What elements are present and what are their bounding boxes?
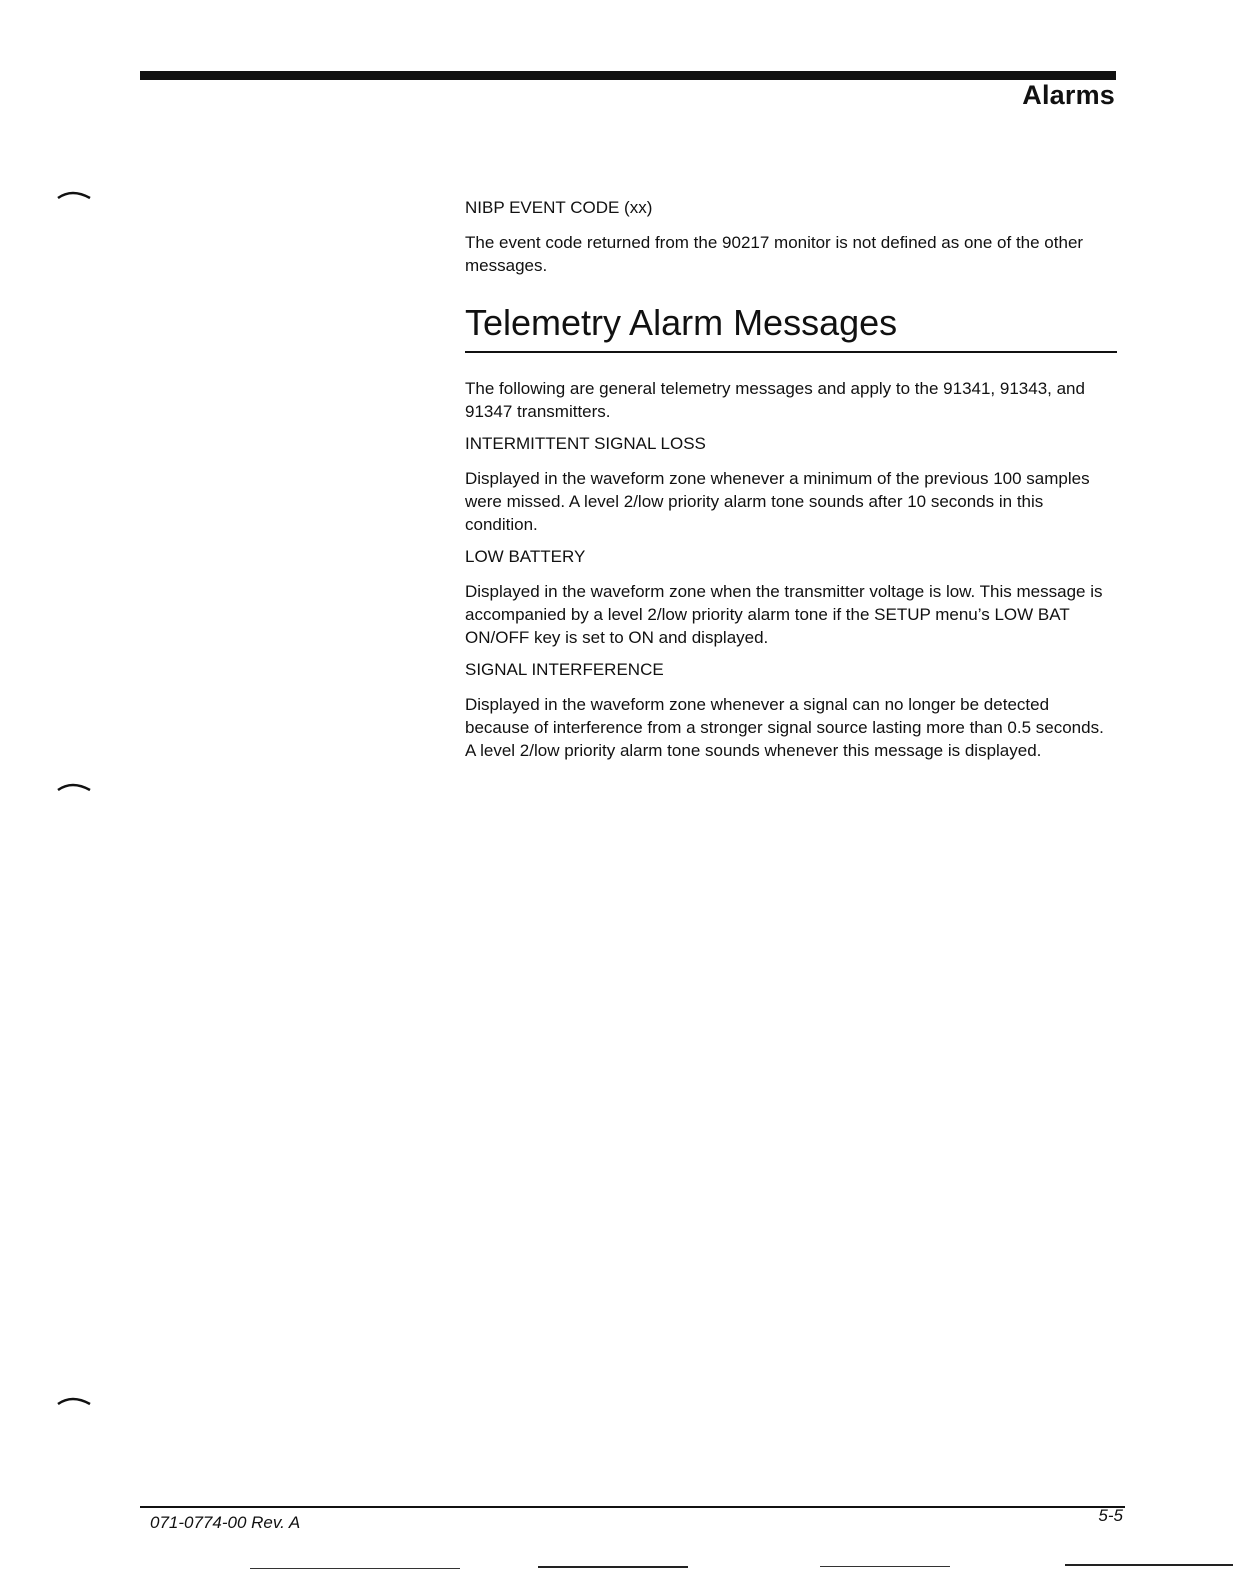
binder-hole-mark [56, 1394, 92, 1408]
nibp-description: The event code returned from the 90217 monitor is not defined as one of the other messages. [465, 233, 1084, 275]
nibp-term: NIBP EVENT CODE (xx) [465, 198, 653, 217]
scan-artifact-line [820, 1566, 950, 1567]
page-number: 5-5 [1098, 1506, 1123, 1525]
binder-hole-mark [56, 188, 92, 202]
section-heading: Telemetry Alarm Messages [465, 301, 1117, 353]
entry-description: Displayed in the waveform zone whenever a minimum of the previous 100 samples were missed. A level 2/low priority alarm tone sounds after 10 seconds in this condition. [465, 469, 1090, 534]
entry-description: Displayed in the waveform zone whenever a signal can no longer be detected because of interference from a stronger signal source lasting more than 0.5 seconds. A level 2/low priority alarm tone sounds whenever this message is displayed. [465, 695, 1104, 760]
section-intro: The following are general telemetry messages and apply to the 91341, 91343, and 91347 transmitters. [465, 379, 1085, 421]
entry-term: SIGNAL INTERFERENCE [465, 660, 664, 679]
footer-rule [140, 1506, 1125, 1508]
binder-hole-mark [56, 780, 92, 794]
entry-description: Displayed in the waveform zone when the transmitter voltage is low. This message is accompanied by a level 2/low priority alarm tone if the SETUP menu’s LOW BAT ON/OFF key is set to ON and displayed. [465, 582, 1103, 647]
entry-term: INTERMITTENT SIGNAL LOSS [465, 434, 706, 453]
entry-term: LOW BATTERY [465, 547, 586, 566]
main-content [465, 196, 1117, 771]
scan-artifact-line [538, 1566, 688, 1568]
scan-artifact-line [1065, 1564, 1233, 1566]
scan-artifact-line [250, 1568, 460, 1569]
chapter-title: Alarms [1022, 80, 1115, 110]
header-rule [140, 71, 1116, 80]
doc-number: 071-0774-00 Rev. A [150, 1513, 301, 1532]
